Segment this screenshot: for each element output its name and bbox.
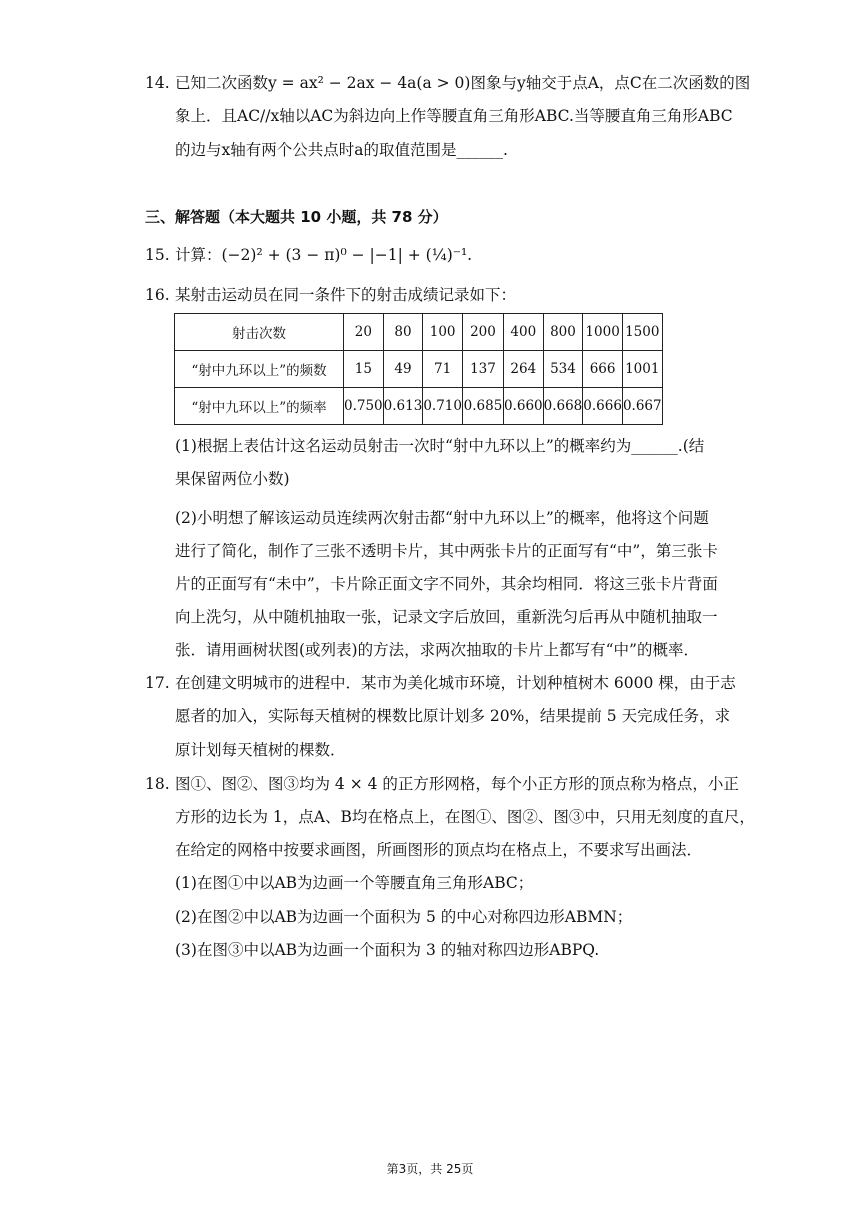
- table-cell: 264: [503, 351, 543, 388]
- question-16-part-1-line-2: 果保留两位小数): [175, 470, 290, 488]
- question-18-sub-3: (3)在图③中以AB为边画一个面积为 3 的轴对称四边形ABPQ.: [175, 941, 600, 959]
- question-18-number: 18.: [145, 775, 170, 793]
- question-17-line-1: 在创建文明城市的进程中．某市为美化城市环境，计划种植树木 6000 棵，由于志: [175, 674, 736, 692]
- table-header-cell: 400: [503, 314, 543, 351]
- table-header-cell: 800: [543, 314, 583, 351]
- question-14-line-1: 已知二次函数y = ax² − 2ax − 4a(a > 0)图象与y轴交于点A，点C在二次函数的图: [175, 74, 751, 92]
- question-17-number: 17.: [145, 674, 170, 692]
- question-17-line-3: 原计划每天植树的棵数．: [175, 741, 346, 759]
- question-16-intro: 某射击运动员在同一条件下的射击成绩记录如下：: [175, 286, 517, 304]
- table-row: [175, 351, 663, 388]
- table-cell: 137: [462, 351, 503, 388]
- page-footer: 第3页，共 25页: [386, 1162, 474, 1176]
- table-cell: 0.666: [583, 388, 623, 425]
- question-15-number: 15.: [145, 246, 170, 264]
- table-header-cell: 1500: [622, 314, 662, 351]
- question-14-number: 14.: [145, 74, 170, 92]
- table-cell: 534: [543, 351, 583, 388]
- question-18-sub-2: (2)在图②中以AB为边画一个面积为 5 的中心对称四边形ABMN；: [175, 908, 633, 926]
- question-16-number: 16.: [145, 286, 170, 304]
- question-16-part-2-line-2: 进行了简化，制作了三张不透明卡片，其中两张卡片的正面写有“中”，第三张卡: [175, 542, 718, 560]
- section-heading: 三、解答题（本大题共 10 小题，共 78 分）: [145, 208, 448, 226]
- table-header-cell: 100: [423, 314, 463, 351]
- question-16-part-2-line-1: (2)小明想了解该运动员连续两次射击都“射中九环以上”的概率，他将这个问题: [175, 509, 709, 527]
- table-cell: 71: [423, 351, 463, 388]
- table-cell: 666: [583, 351, 623, 388]
- question-18-sub-1: (1)在图①中以AB为边画一个等腰直角三角形ABC；: [175, 874, 534, 892]
- table-cell: 0.710: [423, 388, 463, 425]
- question-17-line-2: 愿者的加入，实际每天植树的棵数比原计划多 20%，结果提前 5 天完成任务，求: [175, 707, 731, 725]
- question-18-line-2: 方形的边长为 1，点A、B均在格点上，在图①、图②、图③中，只用无刻度的直尺，: [175, 808, 755, 826]
- table-header-cell: 200: [462, 314, 503, 351]
- table-cell: “射中九环以上”的频率: [175, 388, 344, 425]
- table-cell: “射中九环以上”的频数: [175, 351, 344, 388]
- table-cell: 0.685: [462, 388, 503, 425]
- question-18-line-1: 图①、图②、图③均为 4 × 4 的正方形网格，每个小正方形的顶点称为格点，小正: [175, 775, 739, 793]
- table-row: [175, 388, 663, 425]
- question-14-line-2: 象上．且AC//x轴以AC为斜边向上作等腰直角三角形ABC.当等腰直角三角形ABC: [175, 107, 733, 125]
- table-cell: 0.667: [622, 388, 662, 425]
- question-16-part-2-line-5: 张．请用画树状图(或列表)的方法，求两次抽取的卡片上都写有“中”的概率．: [175, 641, 699, 659]
- question-14-line-3: 的边与x轴有两个公共点时a的取值范围是______.: [175, 141, 508, 159]
- table-header-cell: 80: [383, 314, 423, 351]
- question-16-part-2-line-3: 片的正面写有“未中”，卡片除正面文字不同外，其余均相同．将这三张卡片背面: [175, 575, 718, 593]
- table-cell: 0.668: [543, 388, 583, 425]
- question-16-part-2-line-4: 向上洗匀，从中随机抽取一张，记录文字后放回，重新洗匀后再从中随机抽取一: [175, 608, 718, 626]
- shooting-record-table: [174, 313, 663, 425]
- table-header-cell: 20: [344, 314, 384, 351]
- table-cell: 0.750: [344, 388, 384, 425]
- table-cell: 0.613: [383, 388, 423, 425]
- table-cell: 49: [383, 351, 423, 388]
- table-cell: 1001: [622, 351, 662, 388]
- table-row: [175, 314, 663, 351]
- table-cell: 15: [344, 351, 384, 388]
- question-18-line-3: 在给定的网格中按要求画图，所画图形的顶点均在格点上，不要求写出画法．: [175, 841, 703, 859]
- table-header-cell: 射击次数: [175, 314, 344, 351]
- question-16-part-1-line-1: (1)根据上表估计这名运动员射击一次时“射中九环以上”的概率约为______.(结: [175, 437, 705, 455]
- table-header-cell: 1000: [583, 314, 623, 351]
- table-cell: 0.660: [503, 388, 543, 425]
- question-15-text: 计算：(−2)² + (3 − π)⁰ − |−1| + (¼)⁻¹.: [175, 246, 473, 264]
